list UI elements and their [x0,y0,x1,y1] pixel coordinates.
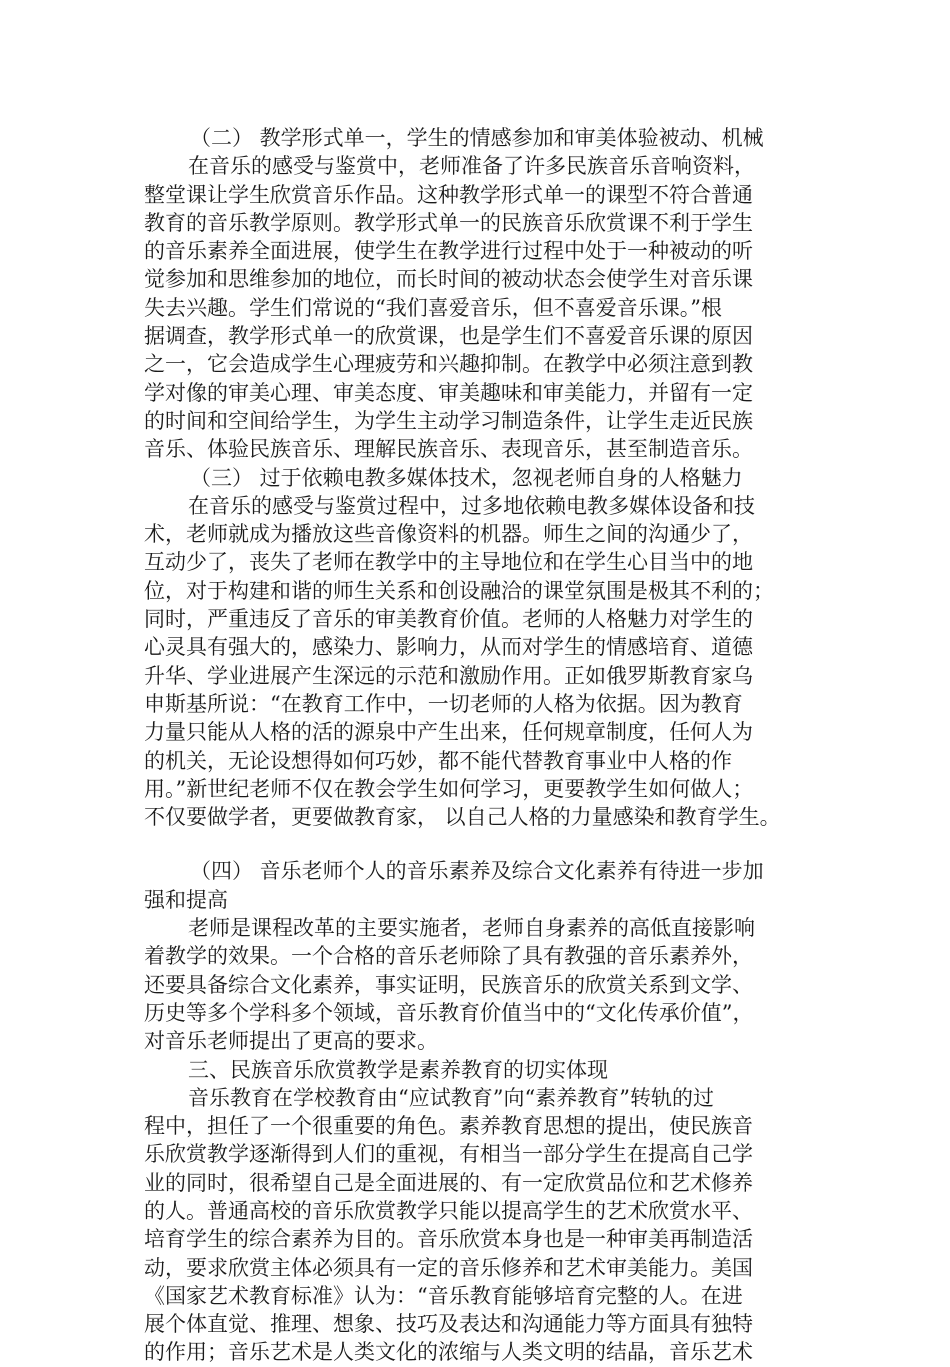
text-line: 的时间和空间给学生，为学生主动学习制造条件，让学生走近民族 [144,408,753,433]
text-line: 在音乐的感受与鉴赏中，老师准备了许多民族音乐音响资料， [188,154,755,179]
text-line: 心灵具有强大的，感染力、影响力，从而对学生的情感培育、道德 [144,635,753,660]
text-line: 术，老师就成为播放这些音像资料的机器。师生之间的沟通少了， [144,522,753,547]
text-line: （四） 音乐老师个人的音乐素养及综合文化素养有待进一步加 [190,859,764,884]
text-line: （二） 教学形式单一，学生的情感参加和审美体验被动、机械 [190,126,764,150]
text-line: 三、民族音乐欣赏教学是素养教育的切实体现 [188,1057,608,1082]
text-line: 的作用；音乐艺术是人类文化的浓缩与人类文明的结晶，音乐艺术 [144,1340,753,1365]
text-line: 强和提高 [144,887,228,912]
text-line: 失去兴趣。学生们常说的“我们喜爱音乐，但不喜爱音乐课。”根 [144,295,722,320]
text-line: 动，要求欣赏主体必须具有一定的音乐修养和艺术审美能力。美国 [144,1255,753,1280]
text-line: 之一，它会造成学生心理疲劳和兴趣抑制。在教学中必须注意到教 [144,352,753,377]
text-line: 着教学的效果。一个合格的音乐老师除了具有教强的音乐素养外， [144,944,753,969]
text-line: 申斯基所说：“在教育工作中，一切老师的人格为依据。因为教育 [144,691,743,716]
document-page [144,124,812,1367]
text-line: 程中，担任了一个很重要的角色。素养教育思想的提出，使民族音 [144,1114,753,1139]
text-line: 音乐教育在学校教育由“应试教育”向“素养教育”转轨的过 [188,1085,714,1110]
text-line: 《国家艺术教育标准》认为：“音乐教育能够培育完整的人。在进 [144,1283,743,1308]
text-line: 升华、学业进展产生深远的示范和激励作用。正如俄罗斯教育家乌 [144,663,753,688]
text-line: 在音乐的感受与鉴赏过程中，过多地依赖电教多媒体设备和技 [188,493,755,518]
text-line: 还要具备综合文化素养，事实证明，民族音乐的欣赏关系到文学、 [144,972,753,997]
text-line: 用。”新世纪老师不仅在教会学生如何学习，更要教学生如何做人； [144,776,754,801]
text-line: 的音乐素养全面进展，使学生在教学进行过程中处于一种被动的听 [144,239,753,264]
text-line: 觉参加和思维参加的地位，而长时间的被动状态会使学生对音乐课 [144,267,753,292]
text-line: 位，对于构建和谐的师生关系和创设融洽的课堂氛围是极其不利的； [144,578,774,603]
text-line: 培育学生的综合素养为目的。音乐欣赏本身也是一种审美再制造活 [144,1227,753,1252]
text-line: 的人。普通高校的音乐欣赏教学只能以提高学生的艺术欣赏水平、 [144,1198,753,1223]
text-line: 整堂课让学生欣赏音乐作品。这种教学形式单一的课型不符合普通 [144,182,753,207]
text-line: 乐欣赏教学逐渐得到人们的重视，有相当一部分学生在提高自己学 [144,1142,753,1167]
text-line: 音乐、体验民族音乐、理解民族音乐、表现音乐，甚至制造音乐。 [144,437,753,462]
text-line: 据调查，教学形式单一的欣赏课，也是学生们不喜爱音乐课的原因 [144,324,753,349]
text-line: 历史等多个学科多个领域，音乐教育价值当中的“文化传承价值”， [144,1000,754,1025]
text-line: 的机关，无论设想得如何巧妙，都不能代替教育事业中人格的作 [144,748,732,773]
text-line: 互动少了，丧失了老师在教学中的主导地位和在学生心目当中的地 [144,550,753,575]
text-line: 教育的音乐教学原则。教学形式单一的民族音乐欣赏课不利于学生 [144,210,753,235]
text-line: （三） 过于依赖电教多媒体技术，忽视老师自身的人格魅力 [190,465,743,490]
text-line: 业的同时，很希望自己是全面进展的、有一定欣赏品位和艺术修养 [144,1170,753,1195]
text-line: 不仅要做学者，更要做教育家， 以自己人格的力量感染和教育学生。 [144,805,781,830]
text-line: 对音乐老师提出了更高的要求。 [144,1029,438,1054]
blank-line [144,831,812,857]
text-line: 力量只能从人格的活的源泉中产生出来，任何规章制度，任何人为 [144,720,753,745]
text-line: 老师是课程改革的主要实施者，老师自身素养的高低直接影响 [188,916,755,941]
text-line: 学对像的审美心理、审美态度、审美趣味和审美能力，并留有一定 [144,380,753,405]
text-line: 展个体直觉、推理、想象、技巧及表达和沟通能力等方面具有独特 [144,1312,753,1337]
text-line: 同时，严重违反了音乐的审美教育价值。老师的人格魅力对学生的 [144,607,753,632]
